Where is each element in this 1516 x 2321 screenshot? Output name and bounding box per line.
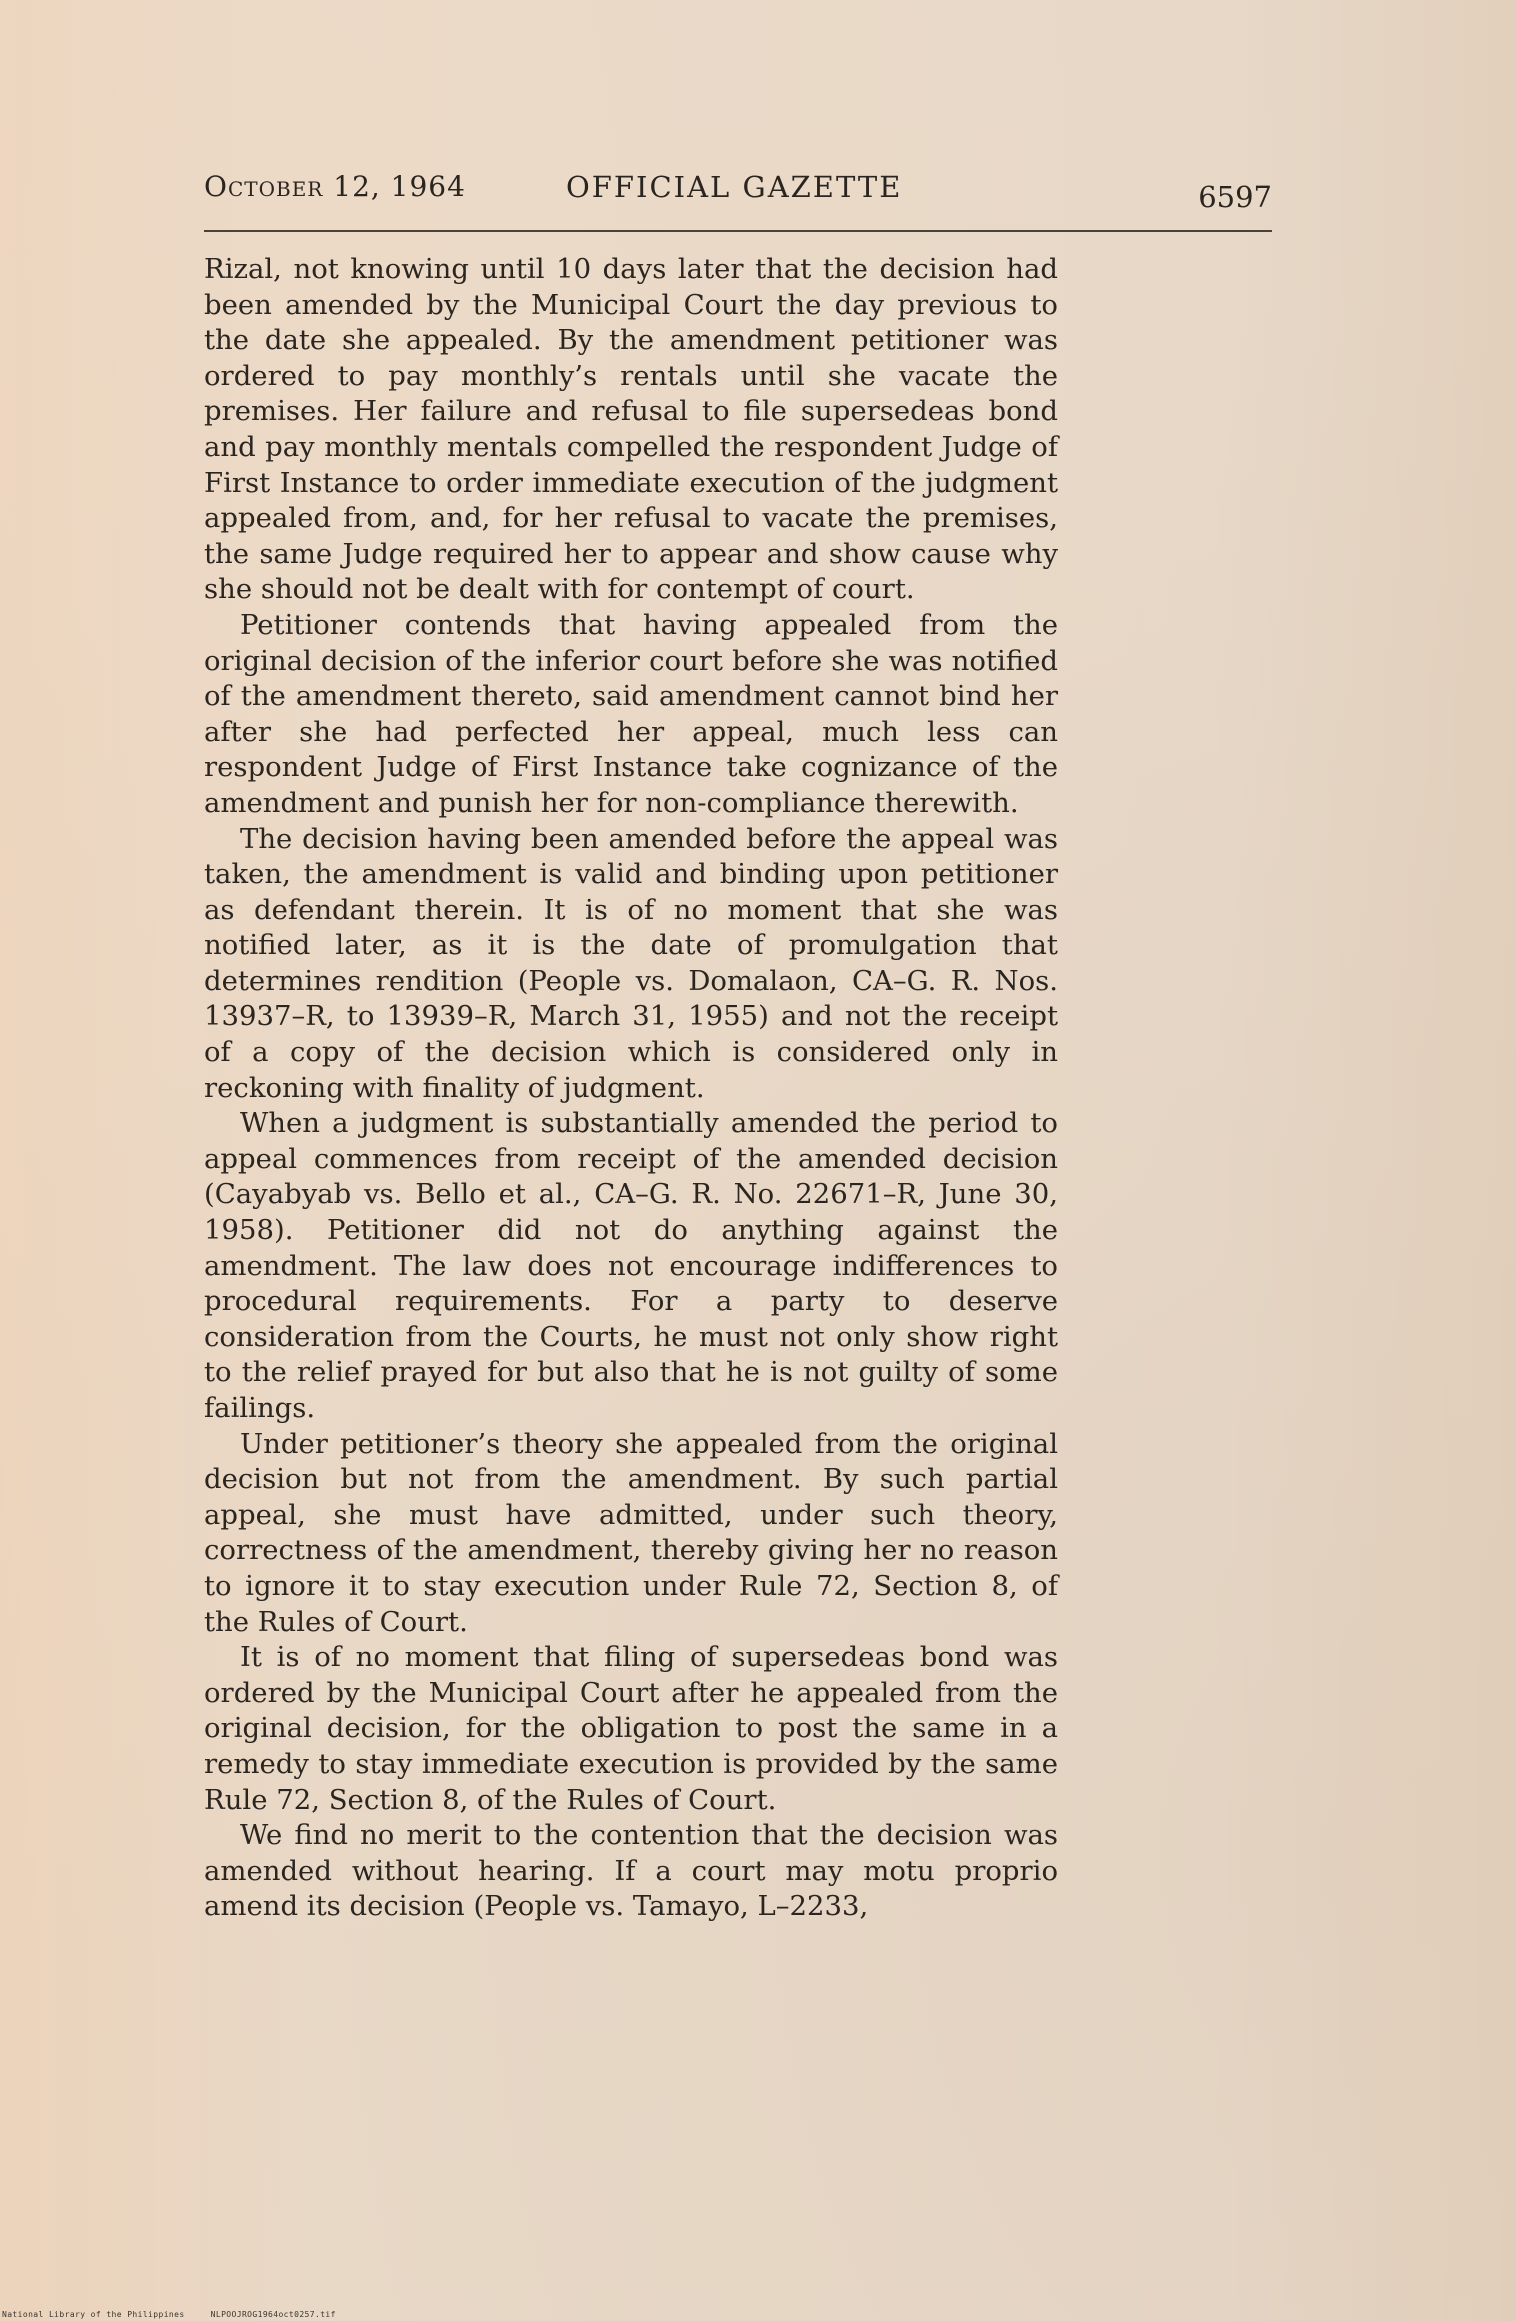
paragraph: It is of no moment that filing of supersedeas bond was ordered by the Municipal Court after he appealed from the original decision, for the obligation to post the same in a remedy to stay immediate execution is provided by the same Rule 72, Section 8, of the Rules of Court.	[204, 1641, 1058, 1816]
paragraph: Under petitioner’s theory she appealed from the original decision but not from the amendment. By such partial appeal, she must have admitted, under such theory, correctness of the amendment, thereby giving her no reason to ignore it to stay execution under Rule 72, Section 8, of the Rules of Court.	[204, 1427, 1058, 1638]
paragraph: We find no merit to the contention that the decision was amended without hearing. If a court may motu proprio amend its decision (People vs. Tamayo, L–2233,	[204, 1819, 1058, 1923]
header-date: October 12, 1964	[204, 170, 466, 203]
paragraph: The decision having been amended before the appeal was taken, the amendment is valid and binding upon petitioner as defendant therein. It is of no moment that she was notified later, as it is the date of promulgation that determines rendition (People vs. Domalaon, CA–G. R. Nos. 13937–R, to 13939–R, March 31, 1955) and not the receipt of a copy of the decision which is considered only in reckoning with finality of judgment.	[204, 822, 1058, 1104]
header-page-number: 6597	[1198, 180, 1272, 214]
page-header	[204, 170, 1272, 218]
header-title: OFFICIAL GAZETTE	[566, 170, 903, 204]
body-text	[204, 252, 1058, 1925]
paragraph: When a judgment is substantially amended the period to appeal commences from receipt of the amended decision (Cayabyab vs. Bello et al., CA–G. R. No. 22671–R, June 30, 1958). Petitioner did not do anything against the amendment. The law does not encourage indifferences to procedural requirements. For a party to deserve consideration from the Courts, he must not only show right to the relief prayed for but also that he is not guilty of some failings.	[204, 1107, 1058, 1424]
header-rule	[204, 230, 1272, 232]
paragraph: Petitioner contends that having appealed from the original decision of the inferior court before she was notified of the amendment thereto, said amendment cannot bind her after she had perfected her appeal, much less can respondent Judge of First Instance take cognizance of the amendment and punish her for non-compliance therewith.	[204, 608, 1058, 819]
scan-footer: National Library of the Philippines NLPOOJROG1964oct0257.tif	[2, 2310, 336, 2319]
paragraph: Rizal, not knowing until 10 days later that the decision had been amended by the Municipal Court the day previous to the date she appealed. By the amendment petitioner was ordered to pay monthly’s rentals until she vacate the premises. Her failure and refusal to file supersedeas bond and pay monthly mentals compelled the respondent Judge of First Instance to order immediate execution of the judgment appealed from, and, for her refusal to vacate the premises, the same Judge required her to appear and show cause why she should not be dealt with for contempt of court.	[204, 253, 1058, 606]
